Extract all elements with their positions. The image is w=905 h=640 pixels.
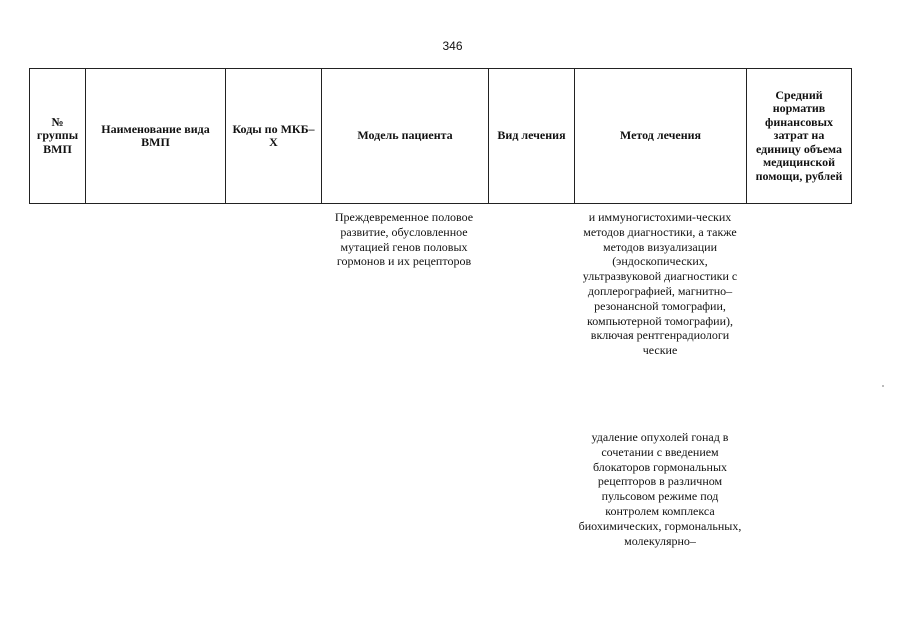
header-average-cost: Средний норматив финансовых затрат на единицу объема медицинской помощи, рублей [747, 69, 852, 204]
header-treatment-method: Метод лечения [575, 69, 747, 204]
treatment-method-text-2: удаление опухолей гонад в сочетании с введением блокаторов гормональных рецепторов в различном пульсовом режиме под контролем комплекса биохимических, гормональных, молекулярно– [578, 430, 742, 548]
vmp-table [29, 68, 852, 204]
header-patient-model: Модель пациента [322, 69, 489, 204]
treatment-method-text-1: и иммуногистохими-ческих методов диагностики, а также методов визуализации (эндоскопических, ультразвуковой диагностики с доплерографией, магнитно–резонансной томографии, компьютерной томографии), включая рентгенрадиологи ческие [582, 210, 738, 358]
patient-model-text: Преждевременное половое развитие, обусловленное мутацией генов половых гормонов и их рецепторов [334, 210, 474, 269]
header-vmp-type-name: Наименование вида ВМП [86, 69, 226, 204]
header-treatment-type: Вид лечения [489, 69, 575, 204]
scan-speck [882, 385, 884, 387]
page-number: 346 [442, 39, 463, 53]
header-group-number: № группы ВМП [30, 69, 86, 204]
header-icd-codes: Коды по МКБ–Х [226, 69, 322, 204]
table-header-row [30, 69, 852, 204]
